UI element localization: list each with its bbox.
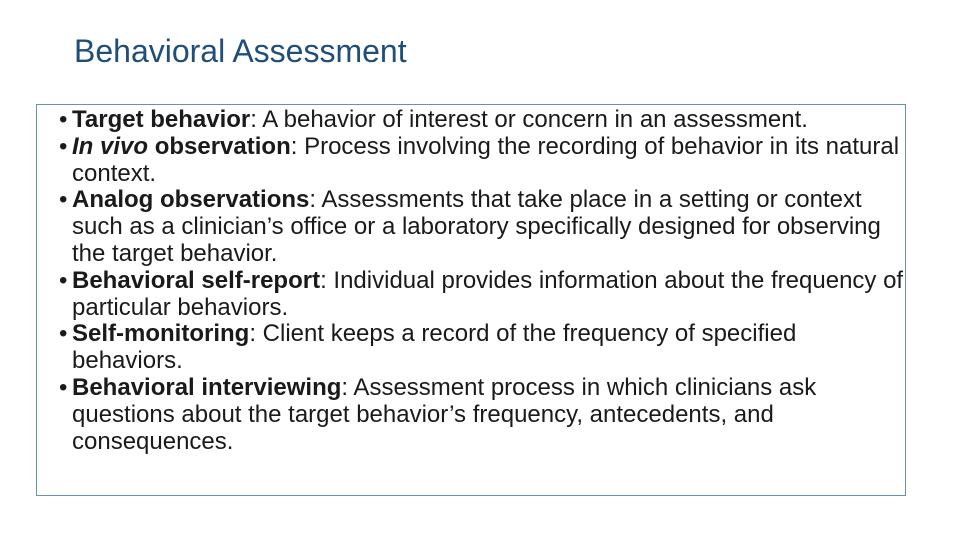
bullet-icon: • [59,186,68,214]
bullet-icon: • [59,320,68,348]
term-definition: : Process involving the recording of behavior in its natural context. [72,132,900,187]
term-label: Analog observations [72,186,310,214]
bullet-item-behavioral-interviewing [59,375,904,455]
term-definition: : Individual provides information about the frequency of particular behaviors. [72,266,904,321]
bullet-list [59,107,904,455]
bullet-item-target-behavior [59,107,904,134]
term-label: Behavioral interviewing [72,373,342,401]
term-definition: : A behavior of interest or concern in an assessment. [250,106,808,133]
bullet-item-analog-observations [59,187,904,267]
term-definition: : Client keeps a record of the frequency of specified behaviors. [72,320,797,375]
bullet-item-self-monitoring [59,321,904,375]
term-label: Self-monitoring [72,320,250,348]
bullet-item-in-vivo-observation [59,134,904,188]
bullet-icon: • [59,132,68,160]
term-label-italic: In vivo [72,132,149,160]
term-label: Behavioral self-report [72,266,321,294]
term-definition: : Assessments that take place in a setting or context such as a clinician’s office or a laboratory specifically designed for observing the target behavior. [72,186,881,267]
term-label: Target behavior [72,106,251,133]
term-definition: : Assessment process in which clinicians ask questions about the target behavior’s frequency, antecedents, and consequences. [72,373,817,455]
bullet-icon: • [59,266,68,294]
bullet-item-behavioral-self-report [59,268,904,322]
slide-title: Behavioral Assessment [74,33,407,69]
term-label: observation [148,132,291,160]
bullet-icon: • [59,106,68,133]
content-box [36,104,906,496]
bullet-icon: • [59,373,68,401]
